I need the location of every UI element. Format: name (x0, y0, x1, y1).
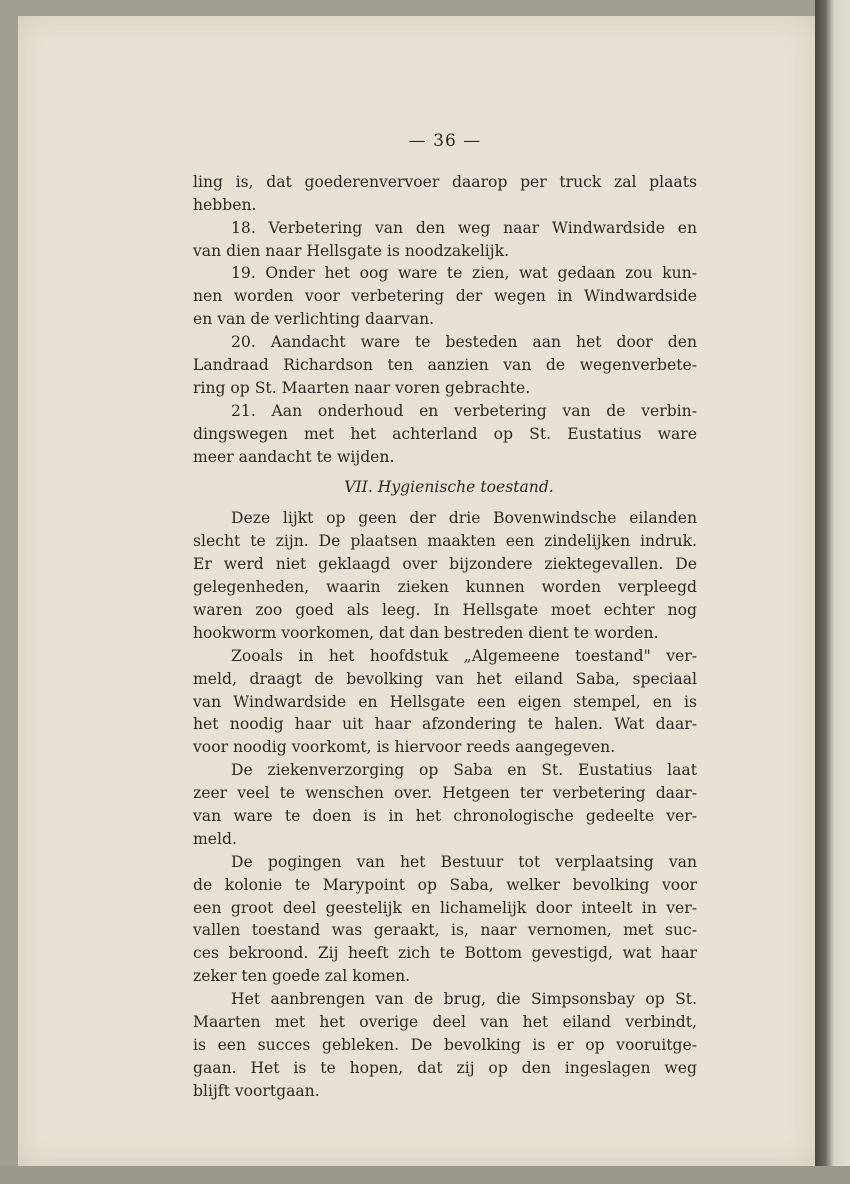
text-line: en van de verlichting daarvan. (193, 310, 435, 329)
text-line: voor noodig voorkomt, is hiervoor reeds aangegeven. (193, 738, 616, 757)
text-line: Het aanbrengen van de brug, die Simpsonsbay op St. (231, 990, 697, 1009)
section-heading: VII. Hygienische toestand. (344, 478, 554, 497)
text-line: 20. Aandacht ware te besteden aan het door den (231, 333, 697, 352)
text-line: Er werd niet geklaagd over bijzondere ziektegevallen. De (193, 555, 697, 574)
text-line: Deze lijkt op geen der drie Bovenwindsche eilanden (231, 509, 697, 528)
text-line: ring op St. Maarten naar voren gebrachte. (193, 378, 531, 397)
text-line: hebben. (193, 195, 257, 214)
text-line: van dien naar Hellsgate is noodzakelijk. (193, 241, 510, 260)
paragraph (193, 171, 697, 217)
text-line: is een succes gebleken. De bevolking is er op vooruitge- (193, 1035, 697, 1054)
text-line: vallen toestand was geraakt, is, naar vernomen, met suc- (193, 921, 697, 940)
text-line: van ware te doen is in het chronologische gedeelte ver- (193, 806, 697, 825)
text-line: zeer veel te wenschen over. Hetgeen ter verbetering daar- (193, 784, 697, 803)
text-line: 19. Onder het oog ware te zien, wat gedaan zou kun- (231, 264, 697, 283)
text-line: nen worden voor verbetering der wegen in Windwardside (193, 287, 697, 306)
text-line: Zooals in het hoofdstuk „Algemeene toestand" ver- (231, 646, 697, 665)
page-edge (815, 0, 850, 1184)
body-text (193, 171, 697, 1103)
paragraph (193, 331, 697, 400)
text-line: meld, draagt de bevolking van het eiland Saba, speciaal (193, 669, 697, 688)
page-edge-bottom (0, 1166, 850, 1184)
text-line: meer aandacht te wijden. (193, 447, 395, 466)
paragraph (193, 759, 697, 851)
text-line: zeker ten goede zal komen. (193, 967, 411, 986)
paragraph (193, 988, 697, 1102)
text-line: de kolonie te Marypoint op Saba, welker bevolking voor (193, 875, 697, 894)
text-line: ces bekroond. Zij heeft zich te Bottom gevestigd, wat haar (193, 944, 697, 963)
paragraph (193, 262, 697, 331)
text-line: 18. Verbetering van den weg naar Windwardside en (231, 218, 697, 237)
paragraph (193, 217, 697, 263)
text-line: blijft voortgaan. (193, 1081, 320, 1100)
text-line: 21. Aan onderhoud en verbetering van de verbin- (231, 401, 697, 420)
text-line: De pogingen van het Bestuur tot verplaatsing van (231, 852, 697, 871)
paragraph (193, 645, 697, 759)
paragraph (193, 400, 697, 469)
text-line: Landraad Richardson ten aanzien van de wegenverbete- (193, 356, 697, 375)
page-number: — 36 — (408, 131, 482, 151)
paragraph (193, 851, 697, 988)
text-line: een groot deel geestelijk en lichamelijk door inteelt in ver- (193, 898, 697, 917)
text-line: De ziekenverzorging op Saba en St. Eustatius laat (231, 761, 697, 780)
text-line: gelegenheden, waarin zieken kunnen worden verpleegd (193, 578, 697, 597)
text-line: het noodig haar uit haar afzondering te halen. Wat daar- (193, 715, 697, 734)
text-line: waren zoo goed als leeg. In Hellsgate moet echter nog (193, 600, 697, 619)
text-line: Maarten met het overige deel van het eiland verbindt, (193, 1012, 697, 1031)
text-line: hookworm voorkomen, dat dan bestreden dient te worden. (193, 623, 659, 642)
text-line: ling is, dat goederenvervoer daarop per truck zal plaats (193, 172, 697, 191)
page-content (193, 130, 697, 1103)
text-line: gaan. Het is te hopen, dat zij op den ingeslagen weg (193, 1058, 697, 1077)
text-line: slecht te zijn. De plaatsen maakten een zindelijken indruk. (193, 532, 697, 551)
text-line: dingswegen met het achterland op St. Eustatius ware (193, 424, 697, 443)
text-line: van Windwardside en Hellsgate een eigen stempel, en is (193, 692, 697, 711)
text-line: meld. (193, 829, 237, 848)
paragraph (193, 507, 697, 644)
